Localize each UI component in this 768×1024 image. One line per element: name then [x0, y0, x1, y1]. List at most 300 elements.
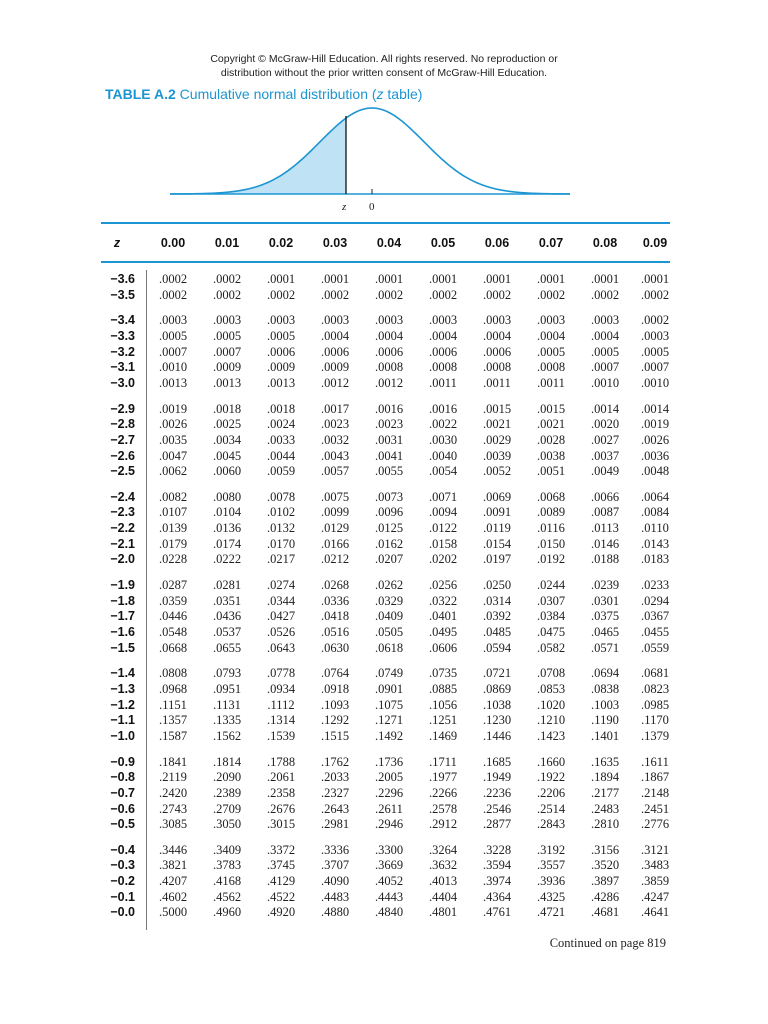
probability-cell: .2389	[212, 785, 242, 800]
probability-cell: .2236	[482, 785, 512, 800]
probability-cell: .1660	[536, 754, 566, 769]
probability-cell: .0003	[266, 313, 296, 328]
probability-cell: .0019	[640, 417, 670, 432]
probability-cell: .0548	[158, 625, 188, 639]
probability-cell: .0322	[428, 593, 458, 608]
z-value: −1.1	[110, 713, 135, 728]
probability-cell: .0202	[428, 552, 458, 567]
probability-cell: .0073	[374, 489, 404, 504]
probability-cell: .0594	[482, 640, 512, 655]
probability-cell: .0694	[590, 666, 620, 681]
probability-cell: .4920	[266, 905, 296, 920]
probability-cell: .3936	[536, 874, 566, 889]
continued-note: Continued on page 819	[549, 936, 666, 950]
z-value: −3.0	[110, 375, 135, 390]
probability-cell: .4761	[482, 905, 512, 920]
probability-cell: .3669	[374, 858, 404, 873]
probability-cell: .0002	[428, 287, 458, 302]
probability-cell: .0054	[428, 464, 458, 479]
probability-cell: .0034	[212, 432, 242, 447]
z-value: −2.6	[110, 448, 135, 463]
probability-cell: .0066	[590, 489, 620, 504]
column-header: 0.01	[214, 236, 240, 250]
z-value: −0.3	[110, 858, 135, 873]
probability-cell: .0002	[266, 287, 296, 302]
probability-cell: .3974	[482, 874, 512, 889]
probability-cell: .0808	[158, 666, 188, 681]
probability-cell: .2177	[590, 785, 620, 800]
probability-cell: .0015	[536, 401, 566, 416]
normal-curve-figure	[170, 100, 570, 215]
probability-cell: .0004	[536, 328, 566, 343]
probability-cell: .0735	[428, 666, 458, 681]
probability-cell: .0013	[158, 375, 188, 390]
probability-cell: .0084	[640, 505, 670, 520]
probability-cell: .2843	[536, 817, 566, 832]
probability-cell: .0014	[640, 401, 670, 416]
probability-cell: .0154	[482, 536, 512, 551]
probability-cell: .0001	[590, 272, 620, 286]
probability-cell: .0681	[640, 666, 670, 681]
probability-cell: .0052	[482, 464, 512, 479]
probability-cell: .2810	[590, 817, 620, 832]
probability-cell: .0080	[212, 489, 242, 504]
probability-cell: .0016	[428, 401, 458, 416]
probability-cell: .0107	[158, 505, 188, 520]
probability-cell: .3121	[640, 842, 670, 857]
probability-cell: .2514	[536, 801, 566, 816]
probability-cell: .0049	[590, 464, 620, 479]
probability-cell: .1736	[374, 754, 404, 769]
probability-cell: .0005	[158, 328, 188, 343]
probability-cell: .0968	[158, 681, 188, 696]
probability-cell: .0010	[640, 375, 670, 390]
probability-cell: .0244	[536, 578, 566, 593]
probability-cell: .0166	[320, 536, 350, 551]
probability-cell: .0268	[320, 578, 350, 593]
probability-cell: .3859	[640, 874, 670, 889]
probability-cell: .0367	[640, 609, 670, 624]
probability-cell: .0005	[266, 328, 296, 343]
probability-cell: .3300	[374, 842, 404, 857]
probability-cell: .0026	[158, 417, 188, 432]
z-value: −1.9	[110, 578, 135, 593]
probability-cell: .1379	[640, 728, 670, 743]
probability-cell: .0197	[482, 552, 512, 567]
probability-cell: .0003	[482, 313, 512, 328]
probability-cell: .0001	[320, 272, 350, 286]
probability-cell: .0019	[158, 401, 188, 416]
probability-cell: .0329	[374, 593, 404, 608]
z-axis-label: z	[342, 201, 347, 213]
probability-cell: .1314	[266, 713, 296, 728]
probability-cell: .1271	[374, 713, 404, 728]
probability-cell: .0007	[212, 344, 242, 359]
probability-cell: .3745	[266, 858, 296, 873]
z-value: −3.4	[110, 313, 135, 328]
probability-cell: .0003	[590, 313, 620, 328]
probability-cell: .4641	[640, 905, 670, 920]
probability-cell: .0351	[212, 593, 242, 608]
probability-cell: .0571	[590, 640, 620, 655]
probability-cell: .0087	[590, 505, 620, 520]
probability-cell: .0239	[590, 578, 620, 593]
probability-cell: .0036	[640, 448, 670, 463]
probability-cell: .0004	[374, 328, 404, 343]
probability-cell: .4602	[158, 889, 188, 904]
header-rule-bottom	[101, 261, 670, 263]
probability-cell: .0001	[640, 272, 670, 286]
z-value: −2.0	[110, 552, 135, 567]
probability-cell: .3897	[590, 874, 620, 889]
probability-cell: .0764	[320, 666, 350, 681]
probability-cell: .1151	[159, 697, 187, 712]
probability-cell: .0018	[212, 401, 242, 416]
probability-cell: .1469	[428, 728, 458, 743]
probability-cell: .0008	[428, 360, 458, 375]
probability-cell: .0001	[374, 272, 404, 286]
probability-cell: .2578	[428, 801, 458, 816]
z-value: −1.2	[110, 697, 135, 712]
probability-cell: .0274	[266, 578, 296, 593]
probability-cell: .0010	[590, 375, 620, 390]
probability-cell: .1977	[428, 770, 458, 785]
probability-cell: .0026	[640, 432, 670, 447]
z-value: −2.1	[110, 536, 135, 551]
probability-cell: .0129	[320, 521, 350, 536]
probability-cell: .2358	[266, 785, 296, 800]
probability-cell: .0150	[536, 536, 566, 551]
probability-cell: .2033	[320, 770, 350, 785]
probability-cell: .3015	[266, 817, 296, 832]
probability-cell: .2119	[159, 770, 187, 785]
probability-cell: .3085	[158, 817, 188, 832]
probability-cell: .0089	[536, 505, 566, 520]
probability-cell: .1539	[266, 728, 296, 743]
probability-cell: .0051	[536, 464, 566, 479]
probability-cell: .0015	[482, 401, 512, 416]
probability-cell: .1894	[590, 770, 620, 785]
probability-cell: .0004	[320, 328, 350, 343]
probability-cell: .4207	[158, 874, 188, 889]
probability-cell: .0006	[428, 344, 458, 359]
probability-cell: .0170	[266, 536, 296, 551]
z-value: −0.0	[110, 905, 135, 920]
probability-cell: .0009	[212, 360, 242, 375]
probability-cell: .4960	[212, 905, 242, 920]
probability-cell: .0537	[212, 625, 242, 639]
probability-cell: .0003	[640, 328, 670, 343]
probability-cell: .0044	[266, 448, 296, 463]
z-value: −0.7	[110, 785, 135, 800]
probability-cell: .2483	[590, 801, 620, 816]
z-value: −1.0	[110, 728, 135, 743]
probability-cell: .4522	[266, 889, 296, 904]
probability-cell: .2946	[374, 817, 404, 832]
probability-cell: .3050	[212, 817, 242, 832]
probability-cell: .0041	[374, 448, 404, 463]
probability-cell: .0047	[158, 448, 188, 463]
probability-cell: .1003	[590, 697, 620, 712]
probability-cell: .0001	[428, 272, 458, 286]
probability-cell: .0582	[536, 640, 566, 655]
z-value: −2.4	[110, 489, 135, 504]
probability-cell: .3192	[536, 842, 566, 857]
probability-cell: .1841	[158, 754, 188, 769]
probability-cell: .2061	[266, 770, 296, 785]
probability-cell: .1292	[320, 713, 350, 728]
probability-cell: .1685	[482, 754, 512, 769]
probability-cell: .1446	[482, 728, 512, 743]
z-value: −0.4	[110, 842, 135, 857]
probability-cell: .0040	[428, 448, 458, 463]
copyright-line-1: Copyright © McGraw-Hill Education. All rights reserved. No reproduction or	[210, 53, 558, 65]
probability-cell: .0179	[158, 536, 188, 551]
probability-cell: .0003	[536, 313, 566, 328]
probability-cell: .0505	[374, 625, 404, 639]
probability-cell: .0002	[158, 287, 188, 302]
probability-cell: .0078	[266, 489, 296, 504]
probability-cell: .0037	[590, 448, 620, 463]
column-header: 0.08	[592, 236, 618, 250]
probability-cell: .0409	[374, 609, 404, 624]
probability-cell: .0002	[320, 287, 350, 302]
probability-cell: .0183	[640, 552, 670, 567]
probability-cell: .0655	[212, 640, 242, 655]
probability-cell: .0778	[266, 666, 296, 681]
probability-cell: .0045	[212, 448, 242, 463]
probability-cell: .2005	[374, 770, 404, 785]
column-header: 0.05	[430, 236, 456, 250]
probability-cell: .3821	[158, 858, 188, 873]
probability-cell: .4286	[590, 889, 620, 904]
probability-cell: .0294	[640, 593, 670, 608]
probability-cell: .0643	[266, 640, 296, 655]
probability-cell: .0455	[640, 625, 670, 639]
probability-cell: .4880	[320, 905, 350, 920]
probability-cell: .0375	[590, 609, 620, 624]
probability-cell: .0008	[374, 360, 404, 375]
probability-cell: .0307	[536, 593, 566, 608]
probability-cell: .2296	[374, 785, 404, 800]
probability-cell: .0017	[320, 401, 350, 416]
probability-cell: .0002	[212, 287, 242, 302]
probability-cell: .4013	[428, 874, 458, 889]
probability-cell: .0009	[320, 360, 350, 375]
probability-cell: .0630	[320, 640, 350, 655]
probability-cell: .0006	[320, 344, 350, 359]
probability-cell: .3557	[536, 858, 566, 873]
probability-cell: .0139	[158, 521, 188, 536]
probability-cell: .3707	[320, 858, 350, 873]
probability-cell: .2546	[482, 801, 512, 816]
probability-cell: .0024	[266, 417, 296, 432]
probability-cell: .0016	[374, 401, 404, 416]
probability-cell: .4721	[536, 905, 566, 920]
z-value: −2.8	[110, 417, 135, 432]
probability-cell: .0082	[158, 489, 188, 504]
probability-cell: .0023	[320, 417, 350, 432]
column-header: 0.02	[268, 236, 294, 250]
probability-cell: .0071	[428, 489, 458, 504]
probability-cell: .0749	[374, 666, 404, 681]
probability-cell: .1762	[320, 754, 350, 769]
probability-cell: .0708	[536, 666, 566, 681]
probability-cell: .0003	[212, 313, 242, 328]
column-header: 0.03	[322, 236, 348, 250]
probability-cell: .1210	[536, 713, 566, 728]
probability-cell: .3336	[320, 842, 350, 857]
probability-cell: .0032	[320, 432, 350, 447]
probability-cell: .4404	[428, 889, 458, 904]
probability-cell: .0119	[483, 521, 511, 536]
probability-cell: .0418	[320, 609, 350, 624]
probability-cell: .0262	[374, 578, 404, 593]
z-value: −0.5	[110, 817, 135, 832]
probability-cell: .0005	[590, 344, 620, 359]
probability-cell: .0985	[640, 697, 670, 712]
probability-cell: .0012	[374, 375, 404, 390]
probability-cell: .1335	[212, 713, 242, 728]
probability-cell: .3632	[428, 858, 458, 873]
probability-cell: .2877	[482, 817, 512, 832]
probability-cell: .1251	[428, 713, 458, 728]
z-value: −3.6	[110, 272, 135, 286]
probability-cell: .0004	[482, 328, 512, 343]
probability-cell: .1867	[640, 770, 670, 785]
column-header: 0.04	[376, 236, 402, 250]
probability-cell: .3228	[482, 842, 512, 857]
probability-cell: .3156	[590, 842, 620, 857]
probability-cell: .0031	[374, 432, 404, 447]
probability-cell: .0038	[536, 448, 566, 463]
probability-cell: .0003	[374, 313, 404, 328]
probability-cell: .0005	[212, 328, 242, 343]
probability-cell: .0885	[428, 681, 458, 696]
probability-cell: .4562	[212, 889, 242, 904]
probability-cell: .0005	[536, 344, 566, 359]
probability-cell: .0005	[640, 344, 670, 359]
probability-cell: .0314	[482, 593, 512, 608]
probability-cell: .2776	[640, 817, 670, 832]
probability-cell: .0004	[428, 328, 458, 343]
probability-cell: .0427	[266, 609, 296, 624]
z-value: −2.3	[110, 505, 135, 520]
probability-cell: .0021	[482, 417, 512, 432]
probability-cell: .1515	[320, 728, 350, 743]
probability-cell: .4801	[428, 905, 458, 920]
probability-cell: .1788	[266, 754, 296, 769]
probability-cell: .0006	[266, 344, 296, 359]
z-column-divider	[146, 270, 147, 930]
probability-cell: .0344	[266, 593, 296, 608]
probability-cell: .0174	[212, 536, 242, 551]
probability-cell: .0721	[482, 666, 512, 681]
z-value: −0.8	[110, 770, 135, 785]
z-value: −3.3	[110, 328, 135, 343]
probability-cell: .0006	[374, 344, 404, 359]
probability-cell: .1611	[641, 754, 669, 769]
column-header: 0.00	[160, 236, 186, 250]
probability-cell: .0793	[212, 666, 242, 681]
probability-cell: .0869	[482, 681, 512, 696]
probability-cell: .0136	[212, 521, 242, 536]
probability-cell: .0011	[537, 375, 565, 390]
probability-cell: .2676	[266, 801, 296, 816]
probability-cell: .1814	[212, 754, 242, 769]
column-header: 0.07	[538, 236, 564, 250]
probability-cell: .1170	[641, 713, 669, 728]
probability-cell: .1131	[213, 697, 241, 712]
probability-cell: .0113	[591, 521, 619, 536]
probability-cell: .2148	[640, 785, 670, 800]
probability-cell: .1423	[536, 728, 566, 743]
probability-cell: .4052	[374, 874, 404, 889]
probability-cell: .0918	[320, 681, 350, 696]
probability-cell: .0007	[158, 344, 188, 359]
probability-cell: .3372	[266, 842, 296, 857]
probability-cell: .0559	[640, 640, 670, 655]
probability-cell: .0013	[212, 375, 242, 390]
probability-cell: .0823	[640, 681, 670, 696]
probability-cell: .0006	[482, 344, 512, 359]
probability-cell: .2206	[536, 785, 566, 800]
probability-cell: .1093	[320, 697, 350, 712]
probability-cell: .0934	[266, 681, 296, 696]
probability-cell: .1587	[158, 728, 188, 743]
probability-cell: .1056	[428, 697, 458, 712]
probability-cell: .0059	[266, 464, 296, 479]
probability-cell: .0018	[266, 401, 296, 416]
z-value: −2.5	[110, 464, 135, 479]
probability-cell: .4247	[640, 889, 670, 904]
probability-cell: .0002	[640, 313, 670, 328]
probability-cell: .0010	[158, 360, 188, 375]
probability-cell: .0029	[482, 432, 512, 447]
probability-cell: .0008	[482, 360, 512, 375]
probability-cell: .4090	[320, 874, 350, 889]
probability-cell: .2451	[640, 801, 670, 816]
probability-cell: .0104	[212, 505, 242, 520]
probability-cell: .0392	[482, 609, 512, 624]
probability-cell: .0162	[374, 536, 404, 551]
probability-cell: .1562	[212, 728, 242, 743]
probability-cell: .4483	[320, 889, 350, 904]
probability-cell: .1711	[429, 754, 457, 769]
probability-cell: .0116	[537, 521, 565, 536]
probability-cell: .4168	[212, 874, 242, 889]
probability-cell: .0853	[536, 681, 566, 696]
probability-cell: .0057	[320, 464, 350, 479]
probability-cell: .0020	[590, 417, 620, 432]
probability-cell: .0009	[266, 360, 296, 375]
probability-cell: .0008	[536, 360, 566, 375]
probability-cell: .0007	[590, 360, 620, 375]
probability-cell: .0526	[266, 625, 296, 639]
probability-cell: .0212	[320, 552, 350, 567]
probability-cell: .0039	[482, 448, 512, 463]
probability-cell: .0359	[158, 593, 188, 608]
probability-cell: .0228	[158, 552, 188, 567]
probability-cell: .3483	[640, 858, 670, 873]
probability-cell: .0401	[428, 609, 458, 624]
z-column-header: z	[113, 236, 121, 250]
probability-cell: .0436	[212, 609, 242, 624]
probability-cell: .0014	[590, 401, 620, 416]
probability-cell: .0233	[640, 578, 670, 593]
header-rule-top	[101, 222, 670, 224]
probability-cell: .4325	[536, 889, 566, 904]
